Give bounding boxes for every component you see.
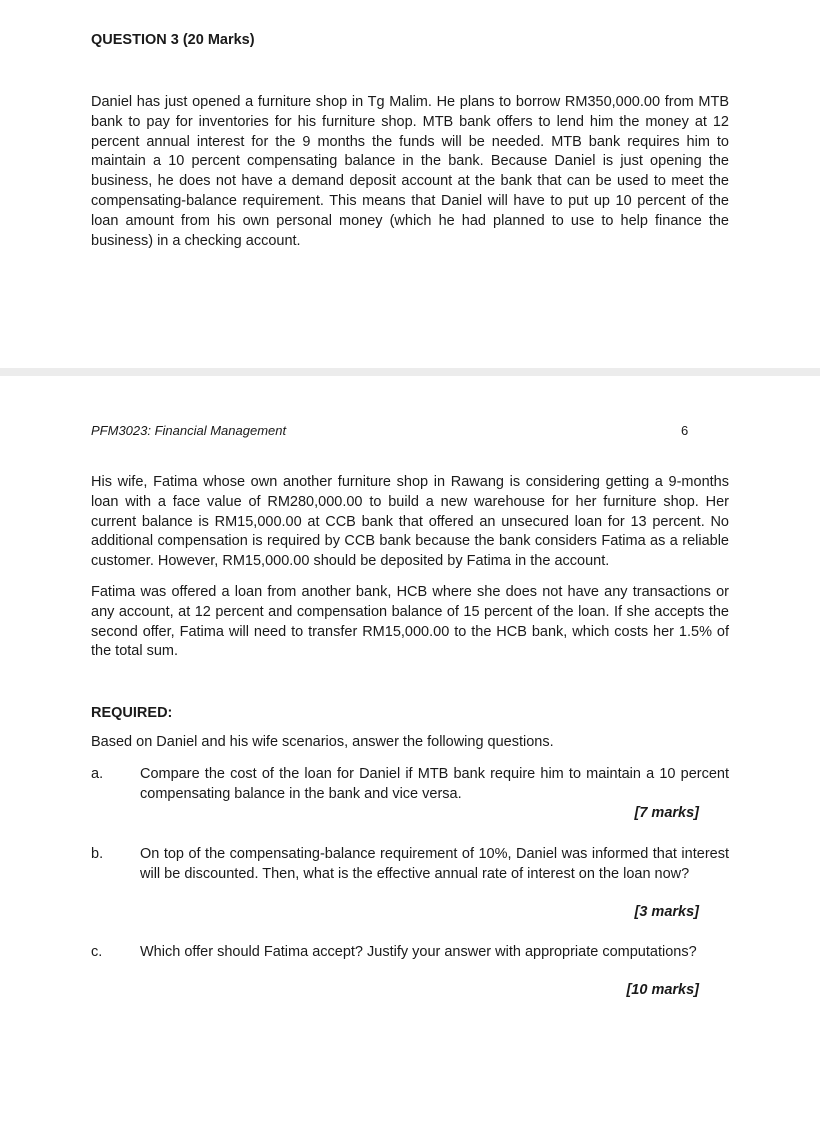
question-title: QUESTION 3 (20 Marks) [91,32,255,48]
marks-label-b: [3 marks] [634,904,699,920]
fatima-paragraph-2: Fatima was offered a loan from another bank, HCB where she does not have any transactions or any account, at 12 percent and compensation balance of 15 percent of the loan. If she accepts the second offer, Fatima will need to transfer RM15,000.00 to the HCB bank, which costs her 1.5% of the total sum. [91,584,729,660]
instruction-text: Based on Daniel and his wife scenarios, answer the following questions. [91,734,554,750]
page-divider [0,368,820,376]
page-number: 6 [681,423,689,438]
document-page-2 [0,376,820,1144]
question-text: Which offer should Fatima accept? Justify your answer with appropriate computations? [140,944,697,960]
question-letter: a. [91,766,104,782]
marks-label-c: [10 marks] [626,982,699,998]
marks-label-a: [7 marks] [634,805,699,821]
intro-paragraph: Daniel has just opened a furniture shop in Tg Malim. He plans to borrow RM350,000.00 from MTB bank to pay for inventories for his furniture shop. MTB bank offers to lend him the money at 12 percent annual interest for the 9 months the funds will be needed. MTB bank requires him to maintain a 10 percent compensating balance in the bank. Because Daniel is just opening the business, he does not have a demand deposit account at the bank that can be used to meet the compensating-balance requirement. This means that Daniel will have to put up 10 percent of the loan amount from his own personal money (which he had planned to use to help finance the business) in a checking account. [91,94,729,249]
question-letter: b. [91,846,104,862]
required-heading: REQUIRED: [91,705,173,721]
fatima-paragraph-1: His wife, Fatima whose own another furniture shop in Rawang is considering getting a 9-months loan with a face value of RM280,000.00 to build a new warehouse for her furniture shop. Her current balance is RM15,000.00 at CCB bank that offered an unsecured loan for 13 percent. No additional compensation is required by CCB bank because the bank considers Fatima as a reliable customer. However, RM15,000.00 should be deposited by Fatima in the account. [91,474,729,570]
question-text: Compare the cost of the loan for Daniel if MTB bank require him to maintain a 10 percent compensating balance in the bank and vice versa. [140,766,729,802]
document-page-1 [0,0,820,368]
question-letter: c. [91,944,103,960]
question-text: On top of the compensating-balance requirement of 10%, Daniel was informed that interest will be discounted. Then, what is the effective annual rate of interest on the loan now? [140,846,729,882]
running-header: PFM3023: Financial Management [91,423,287,438]
